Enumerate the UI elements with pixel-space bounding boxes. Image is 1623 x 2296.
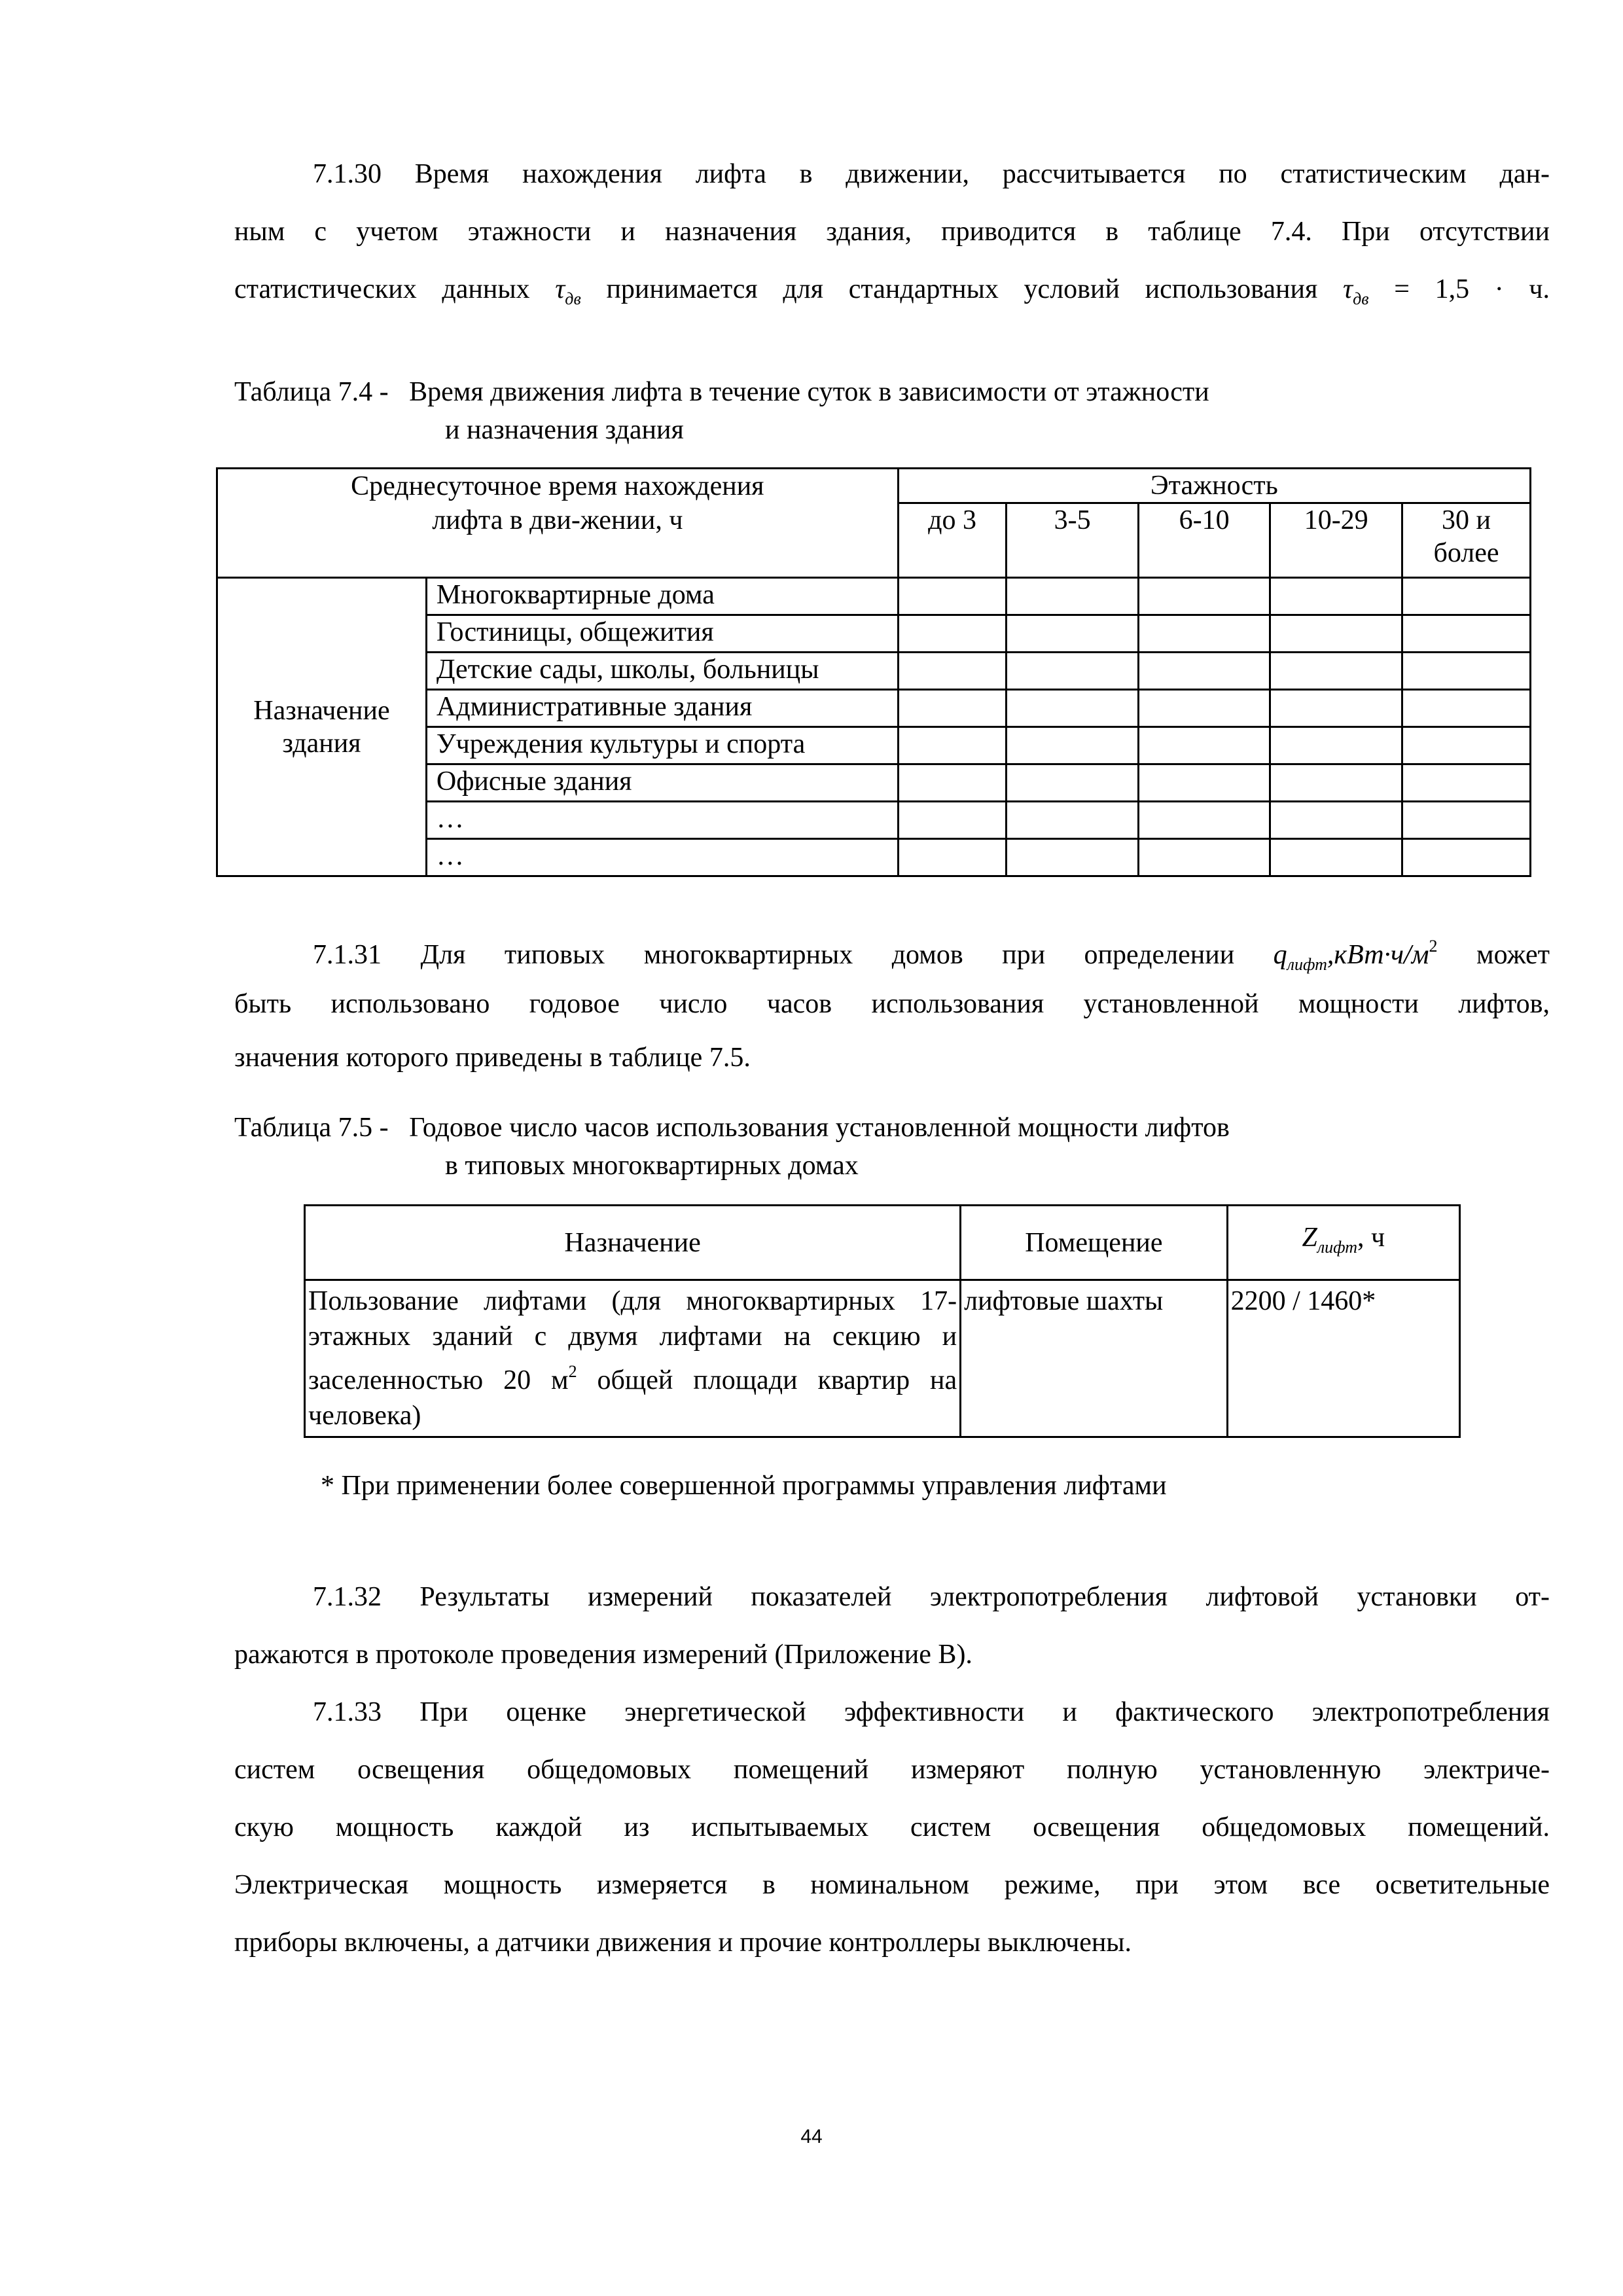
p7131-line1-text-a: 7.1.31 Для типовых многоквартирных домов при определении [313,940,1235,970]
table-cell [1270,839,1402,876]
table-cell [1270,690,1402,727]
table-cell [1138,727,1270,764]
p7133-line2: систем освещения общедомовых помещений измеряют полную установленную электриче- [234,1755,1550,1785]
table-7-5 [304,1204,1461,1438]
table-cell [1138,839,1270,876]
formula-value: = 1,5 · ч. [1394,274,1550,304]
header-z [1227,1206,1459,1280]
table-row: Учреждения культуры и спорта [426,727,898,764]
paragraph-7-1-30 [234,145,1550,318]
table-cell [898,727,1007,764]
table-cell [1007,727,1139,764]
p7130-line3-text-a: статистических данных [234,274,530,304]
p7130-line3 [234,260,1550,318]
col-floors-2: 3-5 [1007,503,1139,578]
p7131-line1 [234,918,1550,975]
table-cell [1007,578,1139,615]
tau-symbol: τ [555,274,565,304]
table-row: Гостиницы, общежития [426,615,898,653]
table-cell [1402,764,1530,802]
table-cell [1270,802,1402,839]
table-7-5-caption [234,1109,1230,1185]
q-subscript: лифт [1287,955,1327,974]
table-cell [1007,615,1139,653]
p7132-line2: ражаются в протоколе проведения измерений (Приложение В). [234,1640,972,1670]
table-cell [1270,727,1402,764]
table-cell [1402,653,1530,690]
table-cell [1138,802,1270,839]
footnote: * При применении более совершенной программы управления лифтами [321,1471,1167,1501]
row-usage [305,1280,961,1437]
paragraph-7-1-31 [234,918,1550,1083]
z-unit: , ч [1357,1223,1385,1253]
p7130-line2: ным с учетом этажности и назначения здания, приводится в таблице 7.4. При отсутствии [234,217,1550,247]
row-usage-text-a: Пользование лифтами (для многоквартирных 17-этажных зданий с двумя лифтами на секцию и заселенностью 20 м [308,1286,957,1395]
table-cell [898,764,1007,802]
table-cell [1007,653,1139,690]
table-7-4-caption [234,373,1209,449]
table-row: Административные здания [426,690,898,727]
table-cell [1007,802,1139,839]
col-floors-1: до 3 [898,503,1007,578]
row-group-label: Назначение здания [217,578,427,876]
table-cell [898,690,1007,727]
table-cell [898,578,1007,615]
table-cell [1402,690,1530,727]
table-cell [1138,690,1270,727]
row-room: лифтовые шахты [961,1280,1228,1437]
table-cell [1138,578,1270,615]
table-row: Офисные здания [426,764,898,802]
table-cell [1007,839,1139,876]
row-value: 2200 / 1460* [1227,1280,1459,1437]
table-7-4 [216,467,1531,877]
header-purpose: Назначение [305,1206,961,1280]
units-superscript: 2 [1429,937,1438,956]
header-avg-time: Среднесуточное время нахождения лифта в дви-жении, ч [217,469,899,578]
row-usage-superscript: 2 [568,1362,577,1381]
table-cell [1402,578,1530,615]
tau-symbol-2: τ [1343,274,1353,304]
table-cell [898,839,1007,876]
table-7-4-caption-prefix: Таблица 7.4 - [234,377,389,407]
table-row: … [426,802,898,839]
table-cell [1138,653,1270,690]
paragraph-7-1-33 [234,1683,1550,1971]
table-cell [898,615,1007,653]
units: ,кВт·ч/м [1327,940,1429,970]
table-cell [898,653,1007,690]
tau-subscript-2: дв [1353,289,1369,308]
table-cell [1007,690,1139,727]
tau-subscript: дв [565,289,581,308]
table-7-4-caption-line2: и назначения здания [445,415,684,445]
header-room: Помещение [961,1206,1228,1280]
table-cell [1402,615,1530,653]
col-floors-3: 6-10 [1138,503,1270,578]
table-cell [1138,615,1270,653]
p7133-line5: приборы включены, а датчики движения и прочие контроллеры выключены. [234,1928,1132,1958]
table-cell [1270,578,1402,615]
col-floors-5: 30 и более [1402,503,1530,578]
p7131-line1-text-b: может [1476,940,1550,970]
table-7-5-caption-prefix: Таблица 7.5 - [234,1113,389,1143]
table-7-5-caption-line1: Годовое число часов использования установленной мощности лифтов [409,1113,1230,1143]
p7131-line3: значения которого приведены в таблице 7.5. [234,1043,751,1073]
p7131-line2: быть использовано годовое число часов использования установленной мощности лифтов, [234,989,1550,1019]
table-cell [1270,653,1402,690]
table-7-4-caption-line1: Время движения лифта в течение суток в зависимости от этажности [409,377,1209,407]
table-row: … [426,839,898,876]
p7130-line1: 7.1.30 Время нахождения лифта в движении, рассчитывается по статистическим дан- [313,159,1550,189]
table-cell [898,802,1007,839]
table-cell [1007,764,1139,802]
q-symbol: q [1273,940,1287,970]
paragraph-7-1-32 [234,1568,1550,1683]
table-cell [1270,764,1402,802]
table-cell [1138,764,1270,802]
p7130-line3-text-b: принимается для стандартных условий использования [606,274,1318,304]
table-row: Многоквартирные дома [426,578,898,615]
z-symbol: Z [1302,1223,1317,1253]
table-row: Детские сады, школы, больницы [426,653,898,690]
table-7-5-caption-line2: в типовых многоквартирных домах [445,1151,859,1181]
table-cell [1402,727,1530,764]
header-floors: Этажность [898,469,1530,503]
col-floors-4: 10-29 [1270,503,1402,578]
table-cell [1270,615,1402,653]
table-cell [1402,802,1530,839]
table-cell [1402,839,1530,876]
page-number: 44 [800,2126,823,2147]
p7133-line4: Электрическая мощность измеряется в номинальном режиме, при этом все осветительные [234,1870,1550,1900]
z-subscript: лифт [1317,1238,1358,1257]
p7132-line1: 7.1.32 Результаты измерений показателей электропотребления лифтовой установки от- [313,1582,1550,1612]
row-usage-text-b: общей площади квартир на человека) [308,1365,957,1431]
p7133-line1: 7.1.33 При оценке энергетической эффективности и фактического электропотребления [313,1697,1550,1727]
p7133-line3: скую мощность каждой из испытываемых систем освещения общедомовых помещений. [234,1812,1550,1842]
